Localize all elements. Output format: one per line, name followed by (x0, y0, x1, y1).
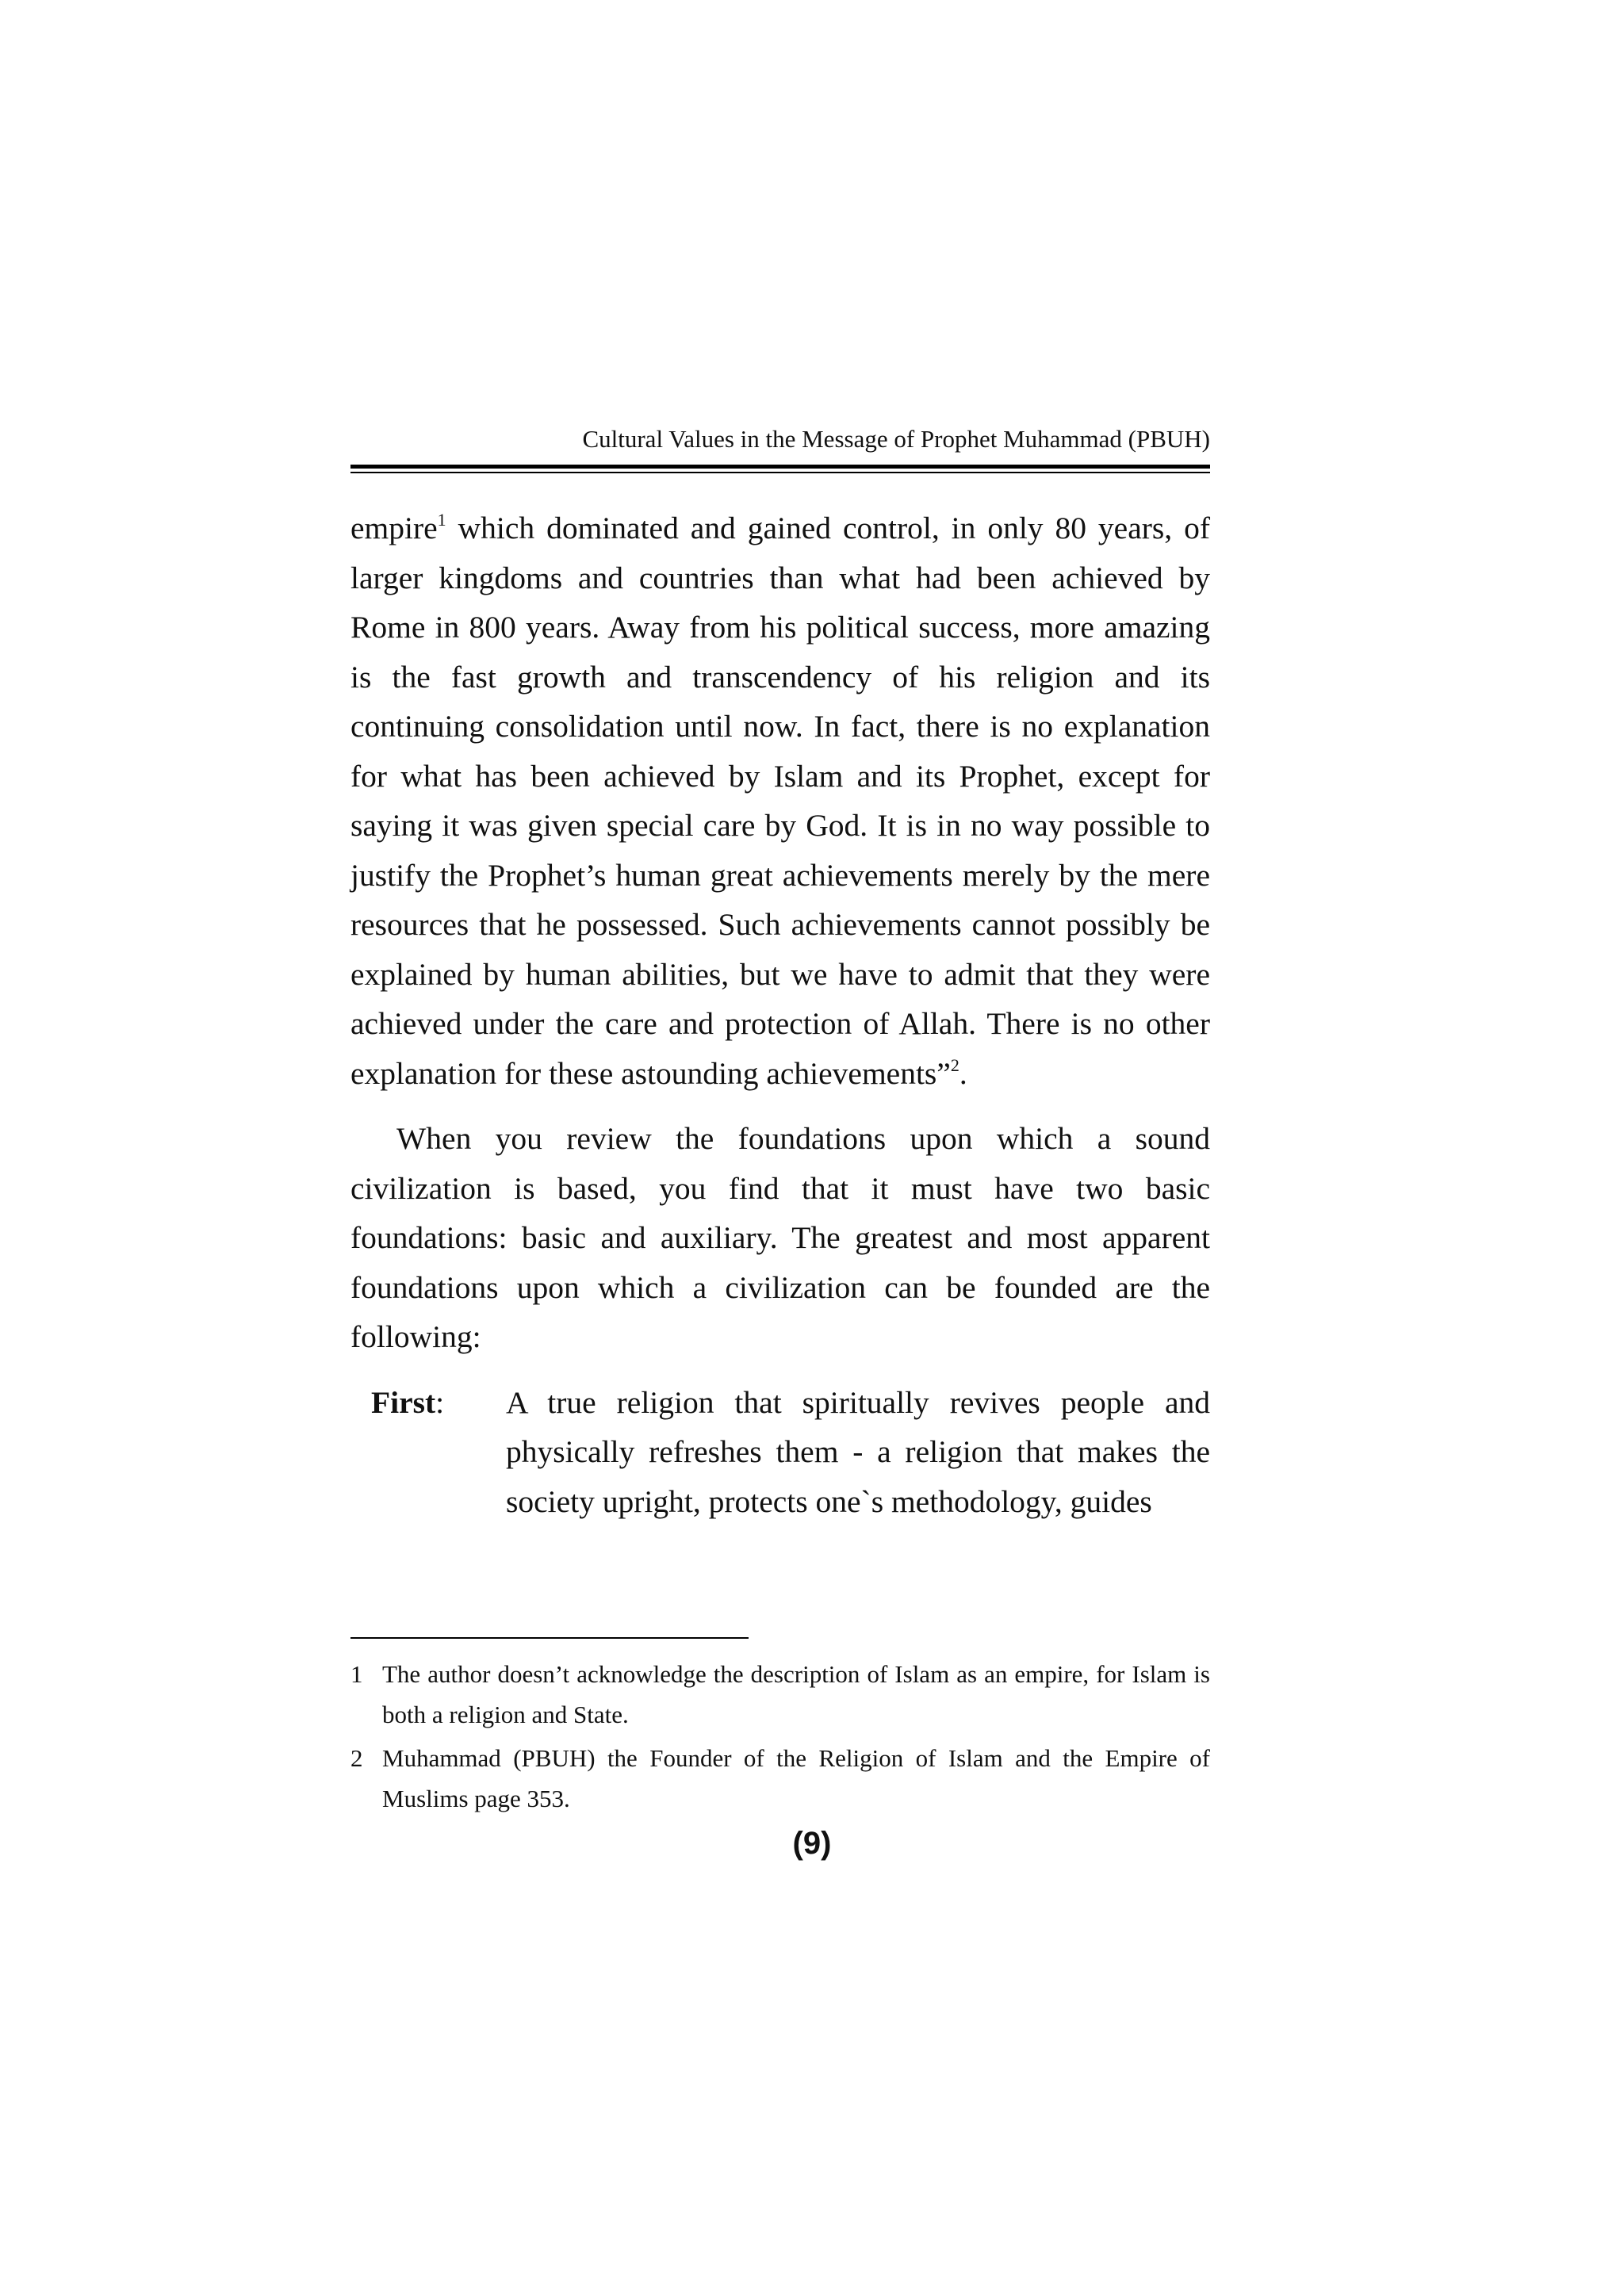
footnote-ref-1: 1 (437, 510, 446, 530)
running-header: Cultural Values in the Message of Prophet Muhammad (PBUH) (582, 425, 1210, 453)
first-label-text: First (371, 1384, 436, 1420)
footnote-1 (350, 1654, 1210, 1735)
header-rule-thin (350, 472, 1210, 473)
body-text (350, 503, 1210, 1526)
paragraph-1-start: empire (350, 511, 438, 545)
paragraph-1-text: which dominated and gained control, in only 80 years, of larger kingdoms and countries than what had been achieved by Rome in 800 years. Away from his political success, more amazing is the fast growth and transcendency of his religion and its continuing consolidation until now. In fact, there is no explanation for what has been achieved by Islam and its Prophet, except for saying it was given special care by God. It is in no way possible to justify the Prophet’s human great achievements merely by the mere resources that he possessed. Such achievements cannot possibly be explained by human abilities, but we have to admit that they were achieved under the care and protection of Allah. There is no other explanation for these astounding achievements” (350, 511, 1210, 1091)
paragraph-1-end: . (959, 1055, 967, 1091)
footnote-1-text: The author doesn’t acknowledge the description of Islam as an empire, for Islam is both a religion and State. (382, 1660, 1210, 1728)
footnote-rule (350, 1637, 749, 1639)
footnote-ref-2: 2 (950, 1054, 959, 1075)
first-text: A true religion that spiritually revives people and physically refreshes them - a religion that makes the society upright, protects one`s methodology, guides (506, 1384, 1210, 1519)
footnote-2-text: Muhammad (PBUH) the Founder of the Religion of Islam and the Empire of Muslims page 353. (382, 1744, 1210, 1812)
footnote-2-number: 2 (350, 1744, 363, 1772)
footnotes (350, 1654, 1210, 1819)
paragraph-2: When you review the foundations upon which a sound civilization is based, you find that it must have two basic foundations: basic and auxiliary. The greatest and most apparent foundations upon which a civilization can be founded are the following: (350, 1121, 1210, 1354)
paragraph-1 (350, 503, 1210, 1098)
first-item (350, 1378, 1210, 1527)
page-number: (9) (792, 1826, 832, 1861)
first-label (350, 1378, 506, 1428)
header-rule-thick (350, 465, 1210, 469)
page-content (350, 423, 1210, 1526)
first-label-colon: : (435, 1384, 445, 1420)
footnote-1-number: 1 (350, 1660, 363, 1688)
footnote-2 (350, 1738, 1210, 1819)
